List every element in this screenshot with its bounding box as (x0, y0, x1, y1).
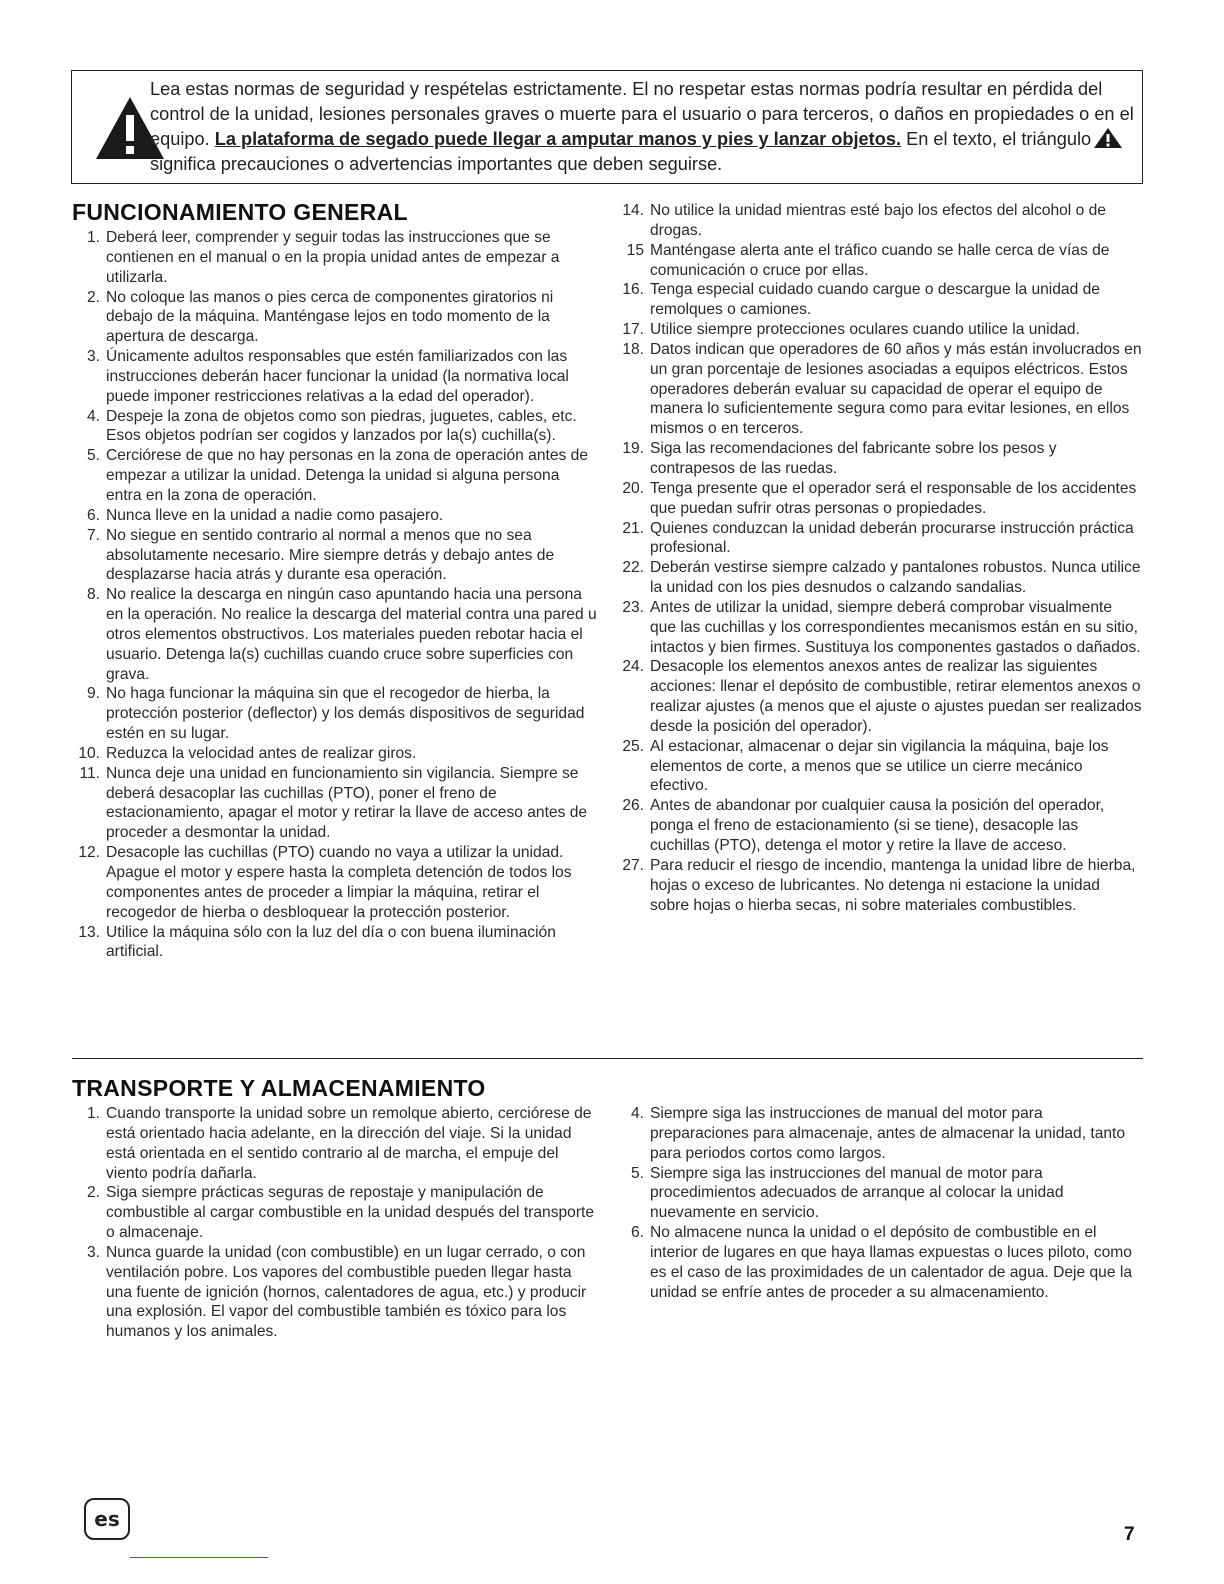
item-text: Siempre siga las instrucciones de manual del motor para preparaciones para almacenaje, antes de almacenar la unidad, tanto para periodos cortos como largos. (650, 1105, 1126, 1162)
item-number: 1. (86, 1105, 100, 1122)
list-item (74, 407, 598, 447)
item-text: Reduzca la velocidad antes de realizar giros. (106, 744, 417, 762)
item-text: Desacople los elementos anexos antes de realizar las siguientes acciones: llenar el depósito de combustible, retirar elementos anexos o realizar ajustes (a menos que el ajuste o ajustes puedan ser realizados desde la posición del operador). (650, 658, 1142, 735)
list-item (74, 1243, 598, 1342)
item-text: Utilice la máquina sólo con la luz del día o con buena iluminación artificial. (106, 923, 556, 961)
item-text: Datos indican que operadores de 60 años y más están involucrados en un gran porcentaje de lesiones asociadas a equipos eléctricos. Estos operadores deberán evaluar su capacidad de operar el equipo de manera lo suficientemente segura como para evitar lesiones, en ellos mismos o en terceros. (650, 340, 1142, 438)
item-text: Manténgase alerta ante el tráfico cuando se halle cerca de vías de comunicación o cruce por ellas. (650, 241, 1110, 279)
item-number: 23. (622, 598, 644, 616)
item-number: 27. (622, 856, 644, 874)
item-number: 18. (622, 340, 644, 358)
item-text: Antes de utilizar la unidad, siempre deberá comprobar visualmente que las cuchillas y los correspondientes mecanismos están en su sitio, intactos y bien firmes. Sustituya los componentes gastados o dañados. (650, 598, 1141, 656)
item-number: 6. (86, 506, 100, 524)
transport-rules-left (74, 1104, 598, 1342)
list-item (618, 340, 1142, 439)
item-text: Tenga presente que el operador será el responsable de los accidentes que puedan sufrir otras personas o propiedades. (650, 479, 1137, 517)
item-number: 13. (78, 923, 100, 941)
footer-line (130, 1557, 268, 1558)
warning-text-triangle: En el texto, el triángulo (906, 129, 1092, 149)
page-number: 7 (1124, 1524, 1135, 1545)
list-item (74, 843, 598, 922)
warning-text-intro: Lea estas normas de seguridad y respételas estrictamente. El no respetar estas normas podría resultar en pérdida del control de la unidad, lesiones personales graves o muerte para el usuario o para terceros, o daños en propiedades o en el equipo. (150, 79, 1134, 149)
item-text: Nunca guarde la unidad (con combustible) en un lugar cerrado, o con ventilación pobre. Los vapores del combustible pueden llegar hasta una fuente de ignición (hornos, calentadores de agua, etc.) y producir una explosión. El vapor del combustible también es tóxico para los humanos y los animales. (106, 1243, 587, 1341)
item-number: 5. (630, 1164, 644, 1182)
item-number: 14. (622, 202, 644, 219)
item-text: Utilice siempre protecciones oculares cuando utilice la unidad. (650, 321, 1080, 339)
item-text: Siga siempre prácticas seguras de repostaje y manipulación de combustible al cargar combustible en la unidad después del transporte o almacenaje. (106, 1184, 595, 1242)
warning-text (150, 77, 1136, 177)
list-item (618, 519, 1142, 559)
item-text: Desacople las cuchillas (PTO) cuando no vaya a utilizar la unidad. Apague el motor y espere hasta la completa detención de todos los componentes antes de proceder a limpiar la máquina, retirar el recogedor de hierba o desbloquear la protección posterior. (106, 844, 572, 921)
item-number: 11. (79, 764, 100, 782)
transport-rules-right (618, 1104, 1142, 1302)
list-item (74, 923, 598, 963)
item-number: 8. (86, 586, 100, 604)
item-text: Deberán vestirse siempre calzado y pantalones robustos. Nunca utilice la unidad con los pies desnudos o calzando sandalias. (650, 559, 1141, 597)
item-text: Antes de abandonar por cualquier causa la posición del operador, ponga el freno de estacionamiento (si se tiene), desacople las cuchillas (PTO), detenga el motor y retire la llave de acceso. (650, 797, 1105, 854)
language-badge: es (84, 1498, 130, 1540)
item-number: 4. (86, 407, 100, 425)
list-item (618, 657, 1142, 736)
list-item (74, 526, 598, 586)
item-number: 9. (86, 685, 100, 703)
item-number: 22. (622, 559, 644, 577)
list-item (618, 737, 1142, 797)
list-item (74, 764, 598, 843)
item-text: No almacene nunca la unidad o el depósito de combustible en el interior de lugares en que haya llamas expuestas o luces piloto, como es el caso de las proximidades de un calentador de agua. Deje que la unidad se enfríe antes de proceder a su almacenamiento. (650, 1224, 1132, 1301)
item-number: 2. (86, 288, 100, 306)
item-text: Cuando transporte la unidad sobre un remolque abierto, cerciórese de está orientado hacia adelante, en la dirección del viaje. Si la unidad está orientada en el sentido contrario al de marcha, el empuje del viento podría dañarla. (106, 1105, 592, 1182)
list-item (74, 744, 598, 764)
list-item (618, 1104, 1142, 1164)
item-number: 2. (86, 1184, 100, 1202)
item-number: 26. (622, 797, 644, 815)
list-item (74, 347, 598, 407)
safety-warning-box (71, 70, 1143, 184)
item-number: 6. (630, 1224, 644, 1242)
list-item (618, 796, 1142, 856)
item-text: Nunca lleve en la unidad a nadie como pasajero. (106, 506, 444, 524)
warning-text-meaning: significa precauciones o advertencias importantes que deben seguirse. (150, 154, 723, 174)
item-text: Únicamente adultos responsables que estén familiarizados con las instrucciones deberán hacer funcionar la unidad (la normativa local puede imponer restricciones relativas a la edad del operador). (106, 348, 569, 405)
section-divider (72, 1058, 1143, 1059)
list-item (618, 479, 1142, 519)
warning-amputation-notice: La plataforma de segado puede llegar a amputar manos y pies y lanzar objetos. (214, 129, 902, 149)
list-item (618, 280, 1142, 320)
item-number: 12. (78, 844, 100, 862)
item-number: 17. (622, 321, 644, 339)
list-item (618, 856, 1142, 916)
item-number: 19. (622, 440, 644, 458)
list-item (618, 1223, 1142, 1302)
item-text: Nunca deje una unidad en funcionamiento sin vigilancia. Siempre se deberá desacoplar las cuchillas (PTO), poner el freno de estacionamiento, apagar el motor y retirar la llave de acceso antes de proceder a desmontar la unidad. (106, 764, 588, 842)
item-text: Tenga especial cuidado cuando cargue o descargue la unidad de remolques o camiones. (650, 281, 1100, 319)
item-number: 21. (622, 519, 644, 537)
list-item (74, 1104, 598, 1183)
item-number: 4. (630, 1105, 644, 1122)
list-item (74, 446, 598, 506)
list-item (74, 288, 598, 348)
item-text: No coloque las manos o pies cerca de componentes giratorios ni debajo de la máquina. Manténgase lejos en todo momento de la apertura de descarga. (106, 288, 554, 346)
item-text: Despeje la zona de objetos como son piedras, juguetes, cables, etc. Esos objetos podrían ser cogidos y lanzados por la(s) cuchilla(s). (106, 407, 577, 445)
item-number: 24. (622, 658, 644, 676)
item-text: Siempre siga las instrucciones del manual de motor para procedimientos adecuados de arranque al colocar la unidad nuevamente en servicio. (650, 1164, 1064, 1222)
item-text: No realice la descarga en ningún caso apuntando hacia una persona en la operación. No realice la descarga del material contra una pared u otros elementos obstructivos. Los materiales pueden rebotar hacia el usuario. Detenga la(s) cuchillas cuando cruce sobre superficies con grava. (106, 586, 597, 683)
list-item (618, 439, 1142, 479)
item-text: Quienes conduzcan la unidad deberán procurarse instrucción práctica profesional. (650, 519, 1134, 557)
general-rules-left (74, 228, 598, 962)
list-item (74, 1183, 598, 1243)
item-number: 15 (626, 241, 644, 259)
list-item (618, 241, 1142, 281)
list-item (618, 598, 1142, 658)
item-number: 25. (622, 737, 644, 755)
warning-triangle-icon (1093, 127, 1123, 149)
list-item (618, 320, 1142, 340)
item-number: 16. (622, 281, 644, 299)
list-item (618, 201, 1142, 241)
item-number: 5. (86, 447, 100, 465)
item-number: 1. (86, 229, 100, 246)
item-text: Deberá leer, comprender y seguir todas las instrucciones que se contienen en el manual o en la propia unidad antes de empezar a utilizarla. (106, 229, 560, 286)
item-text: No haga funcionar la máquina sin que el recogedor de hierba, la protección posterior (deflector) y los demás dispositivos de seguridad estén en su lugar. (106, 685, 585, 743)
item-text: Al estacionar, almacenar o dejar sin vigilancia la máquina, baje los elementos de corte, a menos que se utilice un cierre mecánico efectivo. (650, 737, 1109, 795)
item-text: No utilice la unidad mientras esté bajo los efectos del alcohol o de drogas. (650, 202, 1106, 239)
list-item (74, 506, 598, 526)
list-item (618, 558, 1142, 598)
general-rules-right (618, 201, 1142, 915)
item-number: 10. (78, 744, 100, 762)
list-item (74, 684, 598, 744)
section-title-general: FUNCIONAMIENTO GENERAL (72, 199, 408, 225)
section-title-transport: TRANSPORTE Y ALMACENAMIENTO (72, 1075, 486, 1101)
item-number: 7. (86, 526, 100, 544)
item-text: Siga las recomendaciones del fabricante sobre los pesos y contrapesos de las ruedas. (650, 440, 1057, 477)
item-number: 20. (622, 479, 644, 497)
list-item (74, 585, 598, 684)
item-text: Cerciórese de que no hay personas en la zona de operación antes de empezar a utilizar la unidad. Detenga la unidad si alguna persona entra en la zona de operación. (106, 447, 589, 504)
list-item (618, 1164, 1142, 1224)
item-number: 3. (86, 1243, 100, 1261)
item-number: 3. (86, 348, 100, 366)
item-text: No siegue en sentido contrario al normal a menos que no sea absolutamente necesario. Mire siempre detrás y debajo antes de desplazarse hacia atrás y durante esa operación. (106, 526, 555, 584)
item-text: Para reducir el riesgo de incendio, mantenga la unidad libre de hierba, hojas o exceso de lubricantes. No detenga ni estacione la unidad sobre hojas o hierba secas, ni sobre materiales combustibles. (650, 856, 1136, 914)
list-item (74, 228, 598, 288)
